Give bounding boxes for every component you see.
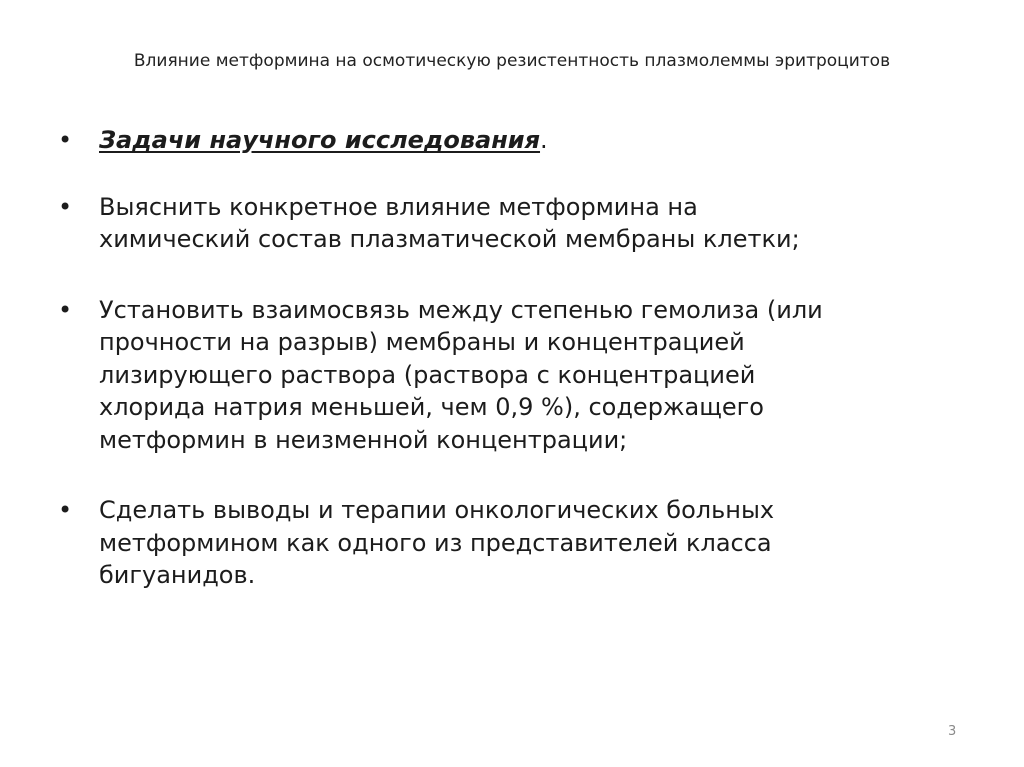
bullet-line: метформин в неизменной концентрации; [99, 425, 628, 454]
bullet-text [99, 124, 958, 157]
page-number: 3 [948, 724, 957, 739]
bullet-line: прочности на разрыв) мембраны и концентрацией [99, 328, 745, 356]
bullet-line: Установить взаимосвязь между степенью гемолиза (или [99, 295, 823, 324]
bullet-line: лизирующего раствора (раствора с концентрацией [99, 360, 756, 389]
bullet-line: Выяснить конкретное влияние метформина на [99, 192, 698, 221]
bullet-item-heading [58, 124, 958, 157]
bullet-dot-icon: • [58, 496, 73, 524]
bullet-line: метформином как одного из представителей класса [99, 528, 772, 557]
bullet-text [99, 494, 958, 592]
bullet-item-3 [58, 494, 958, 592]
bullet-list [58, 124, 958, 630]
bullet-line: химический состав плазматической мембраны клетки; [99, 225, 800, 253]
bullet-line: бигуанидов. [99, 561, 256, 589]
bullet-line: хлорида натрия меньшей, чем 0,9 %), содержащего [99, 393, 764, 421]
section-heading-suffix: . [540, 126, 548, 154]
bullet-dot-icon: • [58, 295, 73, 324]
bullet-item-2 [58, 294, 958, 457]
bullet-text [99, 294, 958, 457]
bullet-dot-icon: • [58, 192, 73, 221]
slide-title: Влияние метформина на осмотическую резистентность плазмолеммы эритроцитов [133, 51, 891, 71]
bullet-text [99, 191, 958, 256]
bullet-item-1 [58, 191, 958, 256]
bullet-line: Сделать выводы и терапии онкологических больных [99, 496, 775, 524]
bullet-dot-icon: • [58, 126, 73, 154]
section-heading: Задачи научного исследования [99, 126, 541, 154]
